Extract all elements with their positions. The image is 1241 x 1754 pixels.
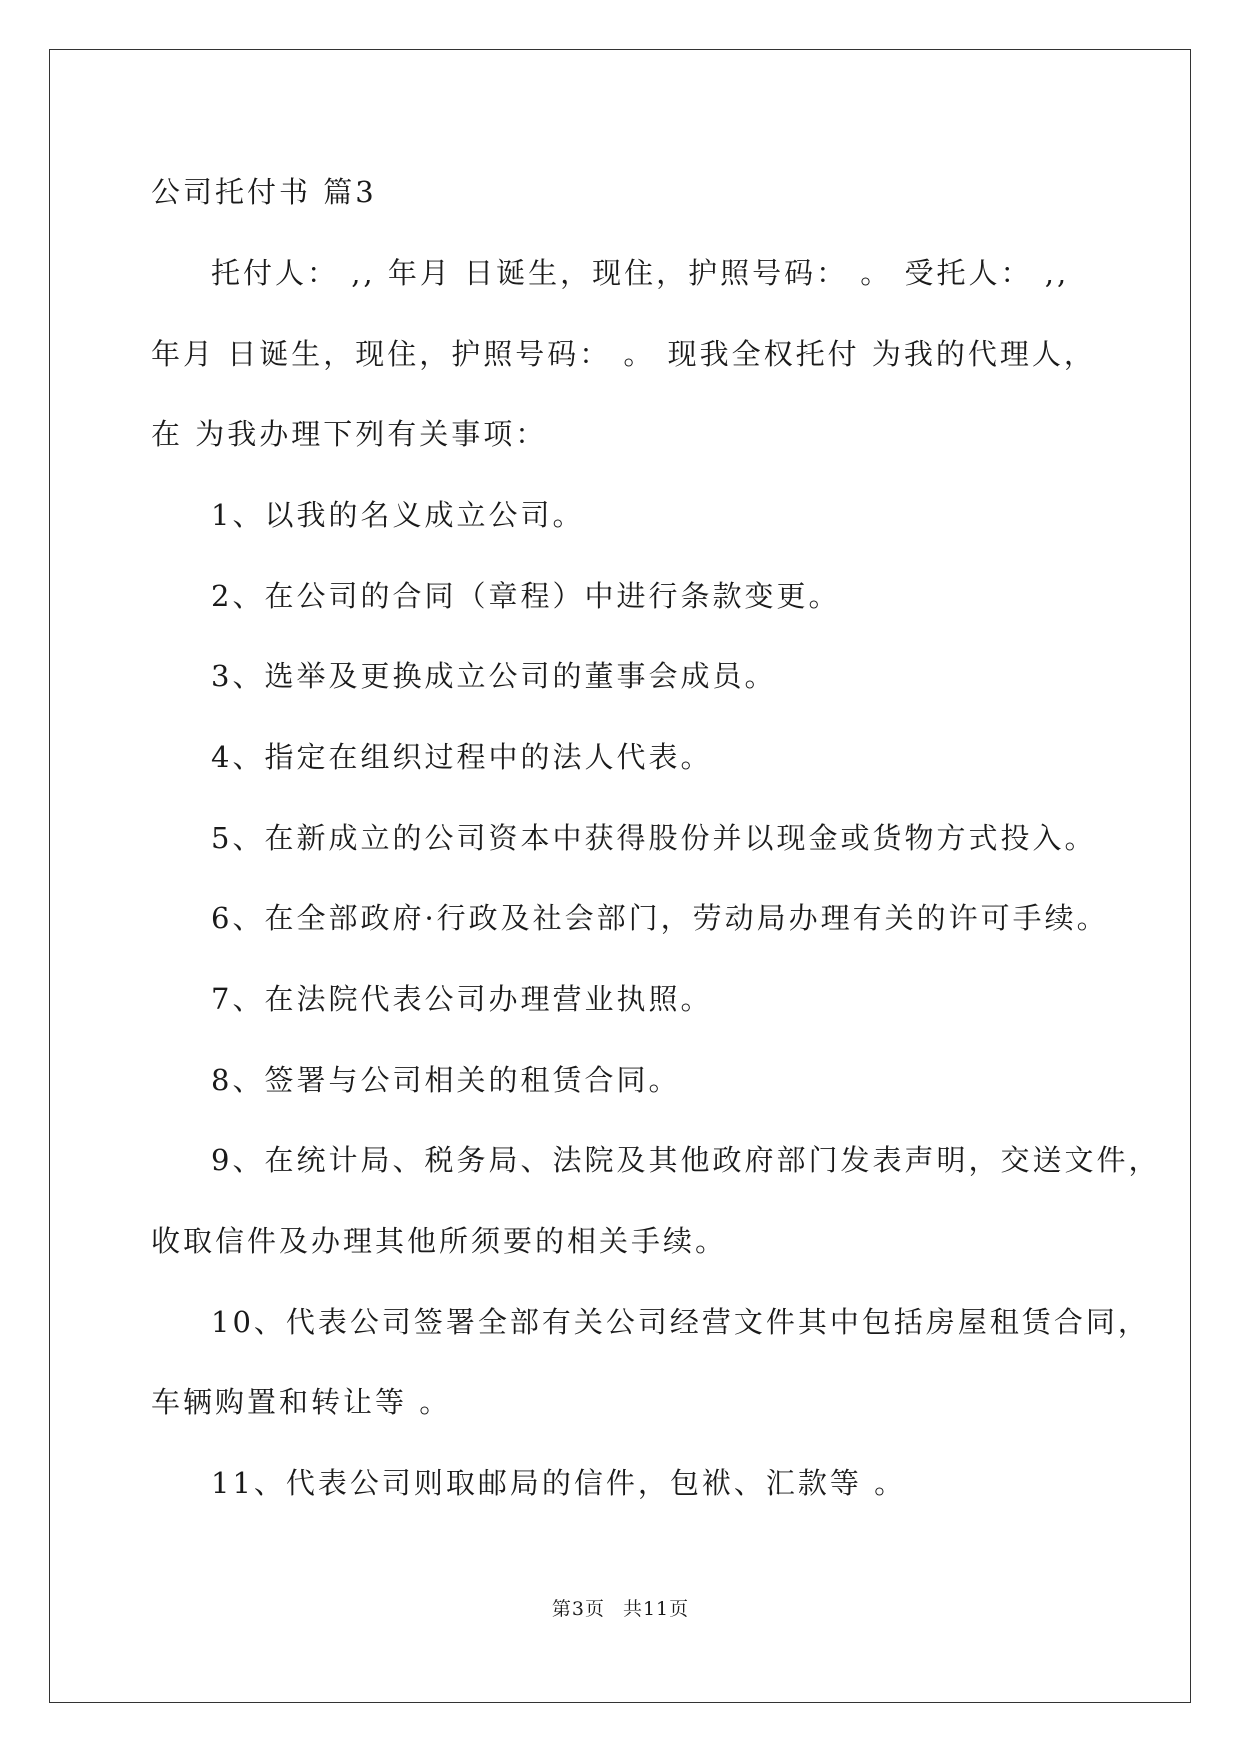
list-item-continuation: 收取信件及办理其他所须要的相关手续。 (151, 1224, 728, 1258)
page-total: 共11页 (622, 1598, 690, 1620)
list-item: 10、代表公司签署全部有关公司经营文件其中包括房屋租赁合同， (211, 1305, 1150, 1339)
list-item: 2、在公司的合同（章程）中进行条款变更。 (211, 579, 841, 613)
list-item: 11、代表公司则取邮局的信件，包袱、汇款等 。 (211, 1466, 907, 1500)
paragraph-line: 在 为我办理下列有关事项： (151, 417, 548, 451)
page-border (49, 49, 1191, 1703)
list-item: 8、签署与公司相关的租赁合同。 (211, 1063, 681, 1097)
page-number: 第3页 (551, 1598, 605, 1620)
list-item: 9、在统计局、税务局、法院及其他政府部门发表声明，交送文件， (211, 1143, 1161, 1177)
list-item: 1、以我的名义成立公司。 (211, 498, 585, 532)
list-item: 5、在新成立的公司资本中获得股份并以现金或货物方式投入。 (211, 821, 1097, 855)
paragraph-line: 托付人： ,, 年月 日诞生，现住，护照号码： 。 受托人： ,, (211, 256, 1070, 290)
list-item-continuation: 车辆购置和转让等 。 (151, 1385, 452, 1419)
page-footer (0, 1594, 1241, 1621)
list-item: 7、在法院代表公司办理营业执照。 (211, 982, 713, 1016)
list-item: 6、在全部政府·行政及社会部门，劳动局办理有关的许可手续。 (211, 901, 1109, 935)
document-heading: 公司托付书 篇3 (151, 175, 377, 209)
paragraph-line: 年月 日诞生，现住，护照号码： 。 现我全权托付 为我的代理人， (151, 337, 1096, 371)
list-item: 3、选举及更换成立公司的董事会成员。 (211, 659, 777, 693)
list-item: 4、指定在组织过程中的法人代表。 (211, 740, 713, 774)
